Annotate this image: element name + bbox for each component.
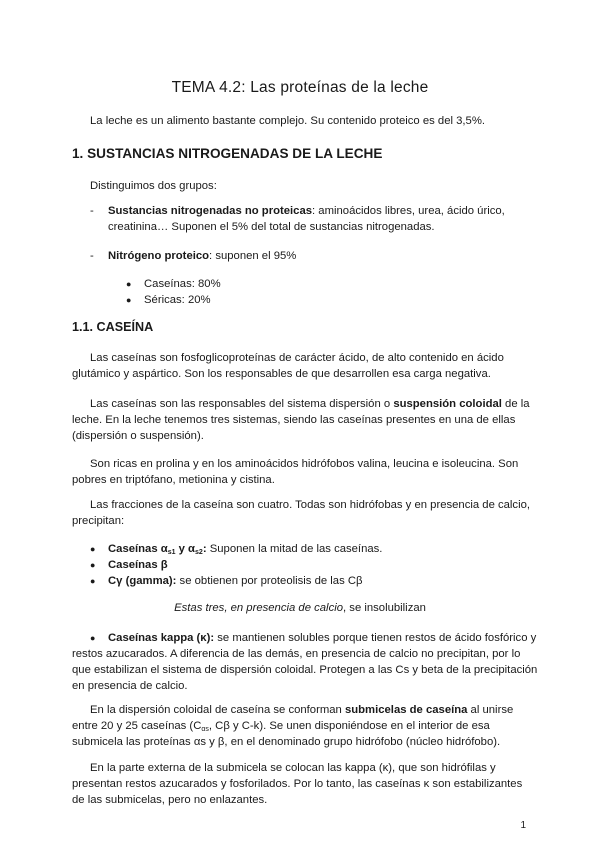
section-heading-1: 1. SUSTANCIAS NITROGENADAS DE LA LECHE	[72, 146, 383, 161]
paragraph	[72, 718, 490, 734]
bullet-icon: ●	[126, 295, 132, 305]
paragraph-line: submicela las proteínas αs y β, en el denominado grupo hidrófobo (núcleo hidrófobo).	[72, 736, 501, 748]
bullet-icon: ●	[90, 544, 96, 554]
subscript: αs	[201, 726, 209, 733]
item-term: :	[202, 543, 207, 555]
note-text: , se insolubilizan	[343, 602, 426, 614]
paragraph-line: Son ricas en prolina y en los aminoácidos hidrófobos valina, leucina e isoleucina. Son	[90, 458, 519, 470]
item-term: Cγ (gamma):	[108, 575, 177, 587]
item-text: : aminoácidos libres, urea, ácido úrico,	[312, 205, 505, 217]
paragraph	[90, 396, 530, 412]
bullet-icon: ●	[126, 279, 132, 289]
item-term: y α	[175, 543, 196, 555]
bold-term: submicelas de caseína	[344, 704, 468, 716]
item-text-continued: creatinina… Suponen el 5% del total de sustancias nitrogenadas.	[108, 221, 435, 233]
item-term: Caseínas α	[108, 543, 168, 555]
paragraph-line: Las fracciones de la caseína son cuatro. Todas son hidrófobas y en presencia de calcio,	[90, 499, 531, 511]
paragraph-line: pobres en triptófano, metionina y cistina.	[72, 474, 275, 486]
item-term: Caseínas β	[108, 559, 168, 571]
paragraph-line: leche. En la leche tenemos tres sistemas, siendo las caseínas presentes en una de ellas	[72, 414, 516, 426]
groups-lead: Distinguimos dos grupos:	[90, 180, 217, 192]
intro-paragraph: La leche es un alimento bastante complejo. Su contenido proteico es del 3,5%.	[90, 115, 486, 127]
subscript: s1	[167, 549, 176, 556]
paragraph-line: presentan restos azucarados y fosforilados. Por lo tanto, las caseínas κ son estabilizantes	[72, 778, 523, 790]
paragraph-line: entre 20 y 25 caseínas (C	[72, 720, 202, 732]
bullet-icon: ●	[90, 576, 96, 586]
item-term: Caseínas kappa (κ):	[108, 632, 215, 644]
paragraph-line: precipitan:	[72, 515, 125, 527]
paragraph-line: glutámico y aspártico. Son los responsables de que desarrollen esa carga negativa.	[72, 368, 491, 380]
section-heading-1-1: 1.1. CASEÍNA	[72, 320, 154, 334]
sub-item-text: Séricas: 20%	[144, 294, 211, 306]
paragraph-line: restos azucarados. A diferencia de las demás, en presencia de calcio no precipitan, por lo	[72, 648, 521, 660]
item-text: se mantienen solubles porque tienen restos de ácido fosfórico y	[214, 632, 537, 644]
dash-marker: -	[90, 205, 94, 217]
subscript: s2	[195, 549, 203, 556]
paragraph-line: , Cβ y C-k). Se unen disponiéndose en el interior de esa	[208, 720, 490, 732]
centered-note	[72, 600, 528, 616]
italic-text: Estas tres, en presencia de calcio	[174, 602, 344, 614]
dash-marker: -	[90, 250, 94, 262]
paragraph	[90, 702, 513, 718]
item-term: Nitrógeno proteico	[108, 250, 210, 262]
paragraph-line: que estabilizan el sistema de dispersión coloidal. Protegen a las Cs y beta de la precipitación	[72, 664, 538, 676]
bullet-icon: ●	[90, 633, 96, 643]
paragraph-line: en presencia de calcio.	[72, 680, 188, 692]
paragraph-line: Las caseínas son las responsables del sistema dispersión o	[90, 398, 394, 410]
item-term: Sustancias nitrogenadas no proteicas	[108, 205, 313, 217]
bold-term: suspensión coloidal	[393, 398, 502, 410]
paragraph-line: En la parte externa de la submicela se colocan las kappa (κ), que son hidrófilas y	[90, 762, 496, 774]
item-text: Suponen la mitad de las caseínas.	[206, 543, 383, 555]
sub-item-text: Caseínas: 80%	[144, 278, 221, 290]
paragraph	[90, 350, 504, 366]
paragraph-line: de las submicelas, pero no enlazantes.	[72, 794, 268, 806]
paragraph-line: al unirse	[467, 704, 514, 716]
item-text: se obtienen por proteolisis de las Cβ	[176, 575, 363, 587]
page-title: TEMA 4.2: Las proteínas de la leche	[171, 79, 429, 96]
paragraph-line: Las caseínas son fosfoglicoproteínas de carácter ácido, de alto contenido en ácido	[90, 352, 504, 364]
paragraph-line: (dispersión o suspensión).	[72, 430, 204, 442]
paragraph-line: En la dispersión coloidal de caseína se conforman	[90, 704, 345, 716]
item-text: : suponen el 95%	[209, 250, 297, 262]
bullet-icon: ●	[90, 560, 96, 570]
page-number: 1	[520, 820, 526, 831]
paragraph-line: de la	[501, 398, 530, 410]
